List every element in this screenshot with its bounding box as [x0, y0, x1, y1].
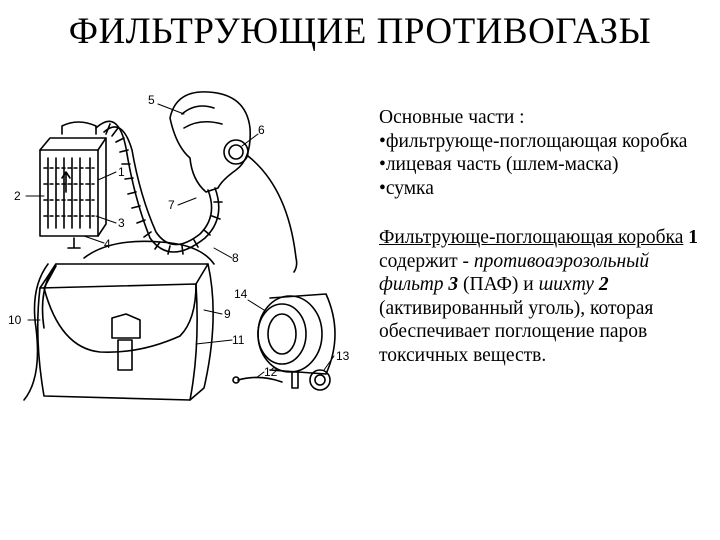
callout-4: 4 — [104, 237, 111, 251]
callout-5: 5 — [148, 93, 155, 107]
description-filter: противоаэрозольный фильтр — [379, 250, 650, 295]
callout-12: 12 — [264, 365, 278, 379]
description-charge: шихту — [538, 274, 594, 295]
callout-9: 9 — [224, 307, 231, 321]
callout-14: 14 — [234, 287, 248, 301]
description-number-1: 1 — [688, 227, 698, 248]
callout-3: 3 — [118, 216, 125, 230]
callout-11: 11 — [232, 333, 245, 347]
callout-6: 6 — [258, 123, 265, 137]
description-rest: (активированный уголь), которая обеспечивает поглощение паров токсичных веществ. — [379, 297, 654, 366]
page-title: ФИЛЬТРУЮЩИЕ ПРОТИВОГАЗЫ — [68, 11, 652, 52]
callout-10: 10 — [8, 313, 22, 327]
description-contains: содержит - — [379, 250, 474, 272]
description-number-3: 3 — [448, 274, 459, 295]
callout-8: 8 — [232, 251, 239, 265]
description-paragraph — [379, 226, 709, 367]
parts-item-bag: •сумка — [379, 177, 434, 199]
parts-item-canister: •фильтрующе-поглощающая коробка — [379, 130, 688, 152]
description-subject: Фильтрующе-поглощающая коробка — [379, 227, 684, 248]
callout-1: 1 — [118, 165, 125, 179]
gas-mask-illustration — [0, 88, 370, 408]
parts-item-face: •лицевая часть (шлем-маска) — [379, 154, 619, 175]
description-number-2: 2 — [598, 274, 609, 295]
helmet-mask-drawing — [170, 92, 297, 272]
bag-drawing — [24, 241, 214, 400]
valve-ring-drawing — [258, 294, 335, 374]
callout-7: 7 — [168, 198, 175, 212]
description-abbr: (ПАФ) и — [458, 274, 539, 295]
filter-canister-drawing — [40, 122, 106, 248]
callout-13: 13 — [336, 349, 350, 363]
text-column — [379, 106, 709, 367]
corrugated-hose-drawing — [96, 121, 222, 254]
callout-2: 2 — [14, 189, 21, 203]
parts-heading: Основные части : — [379, 107, 525, 128]
